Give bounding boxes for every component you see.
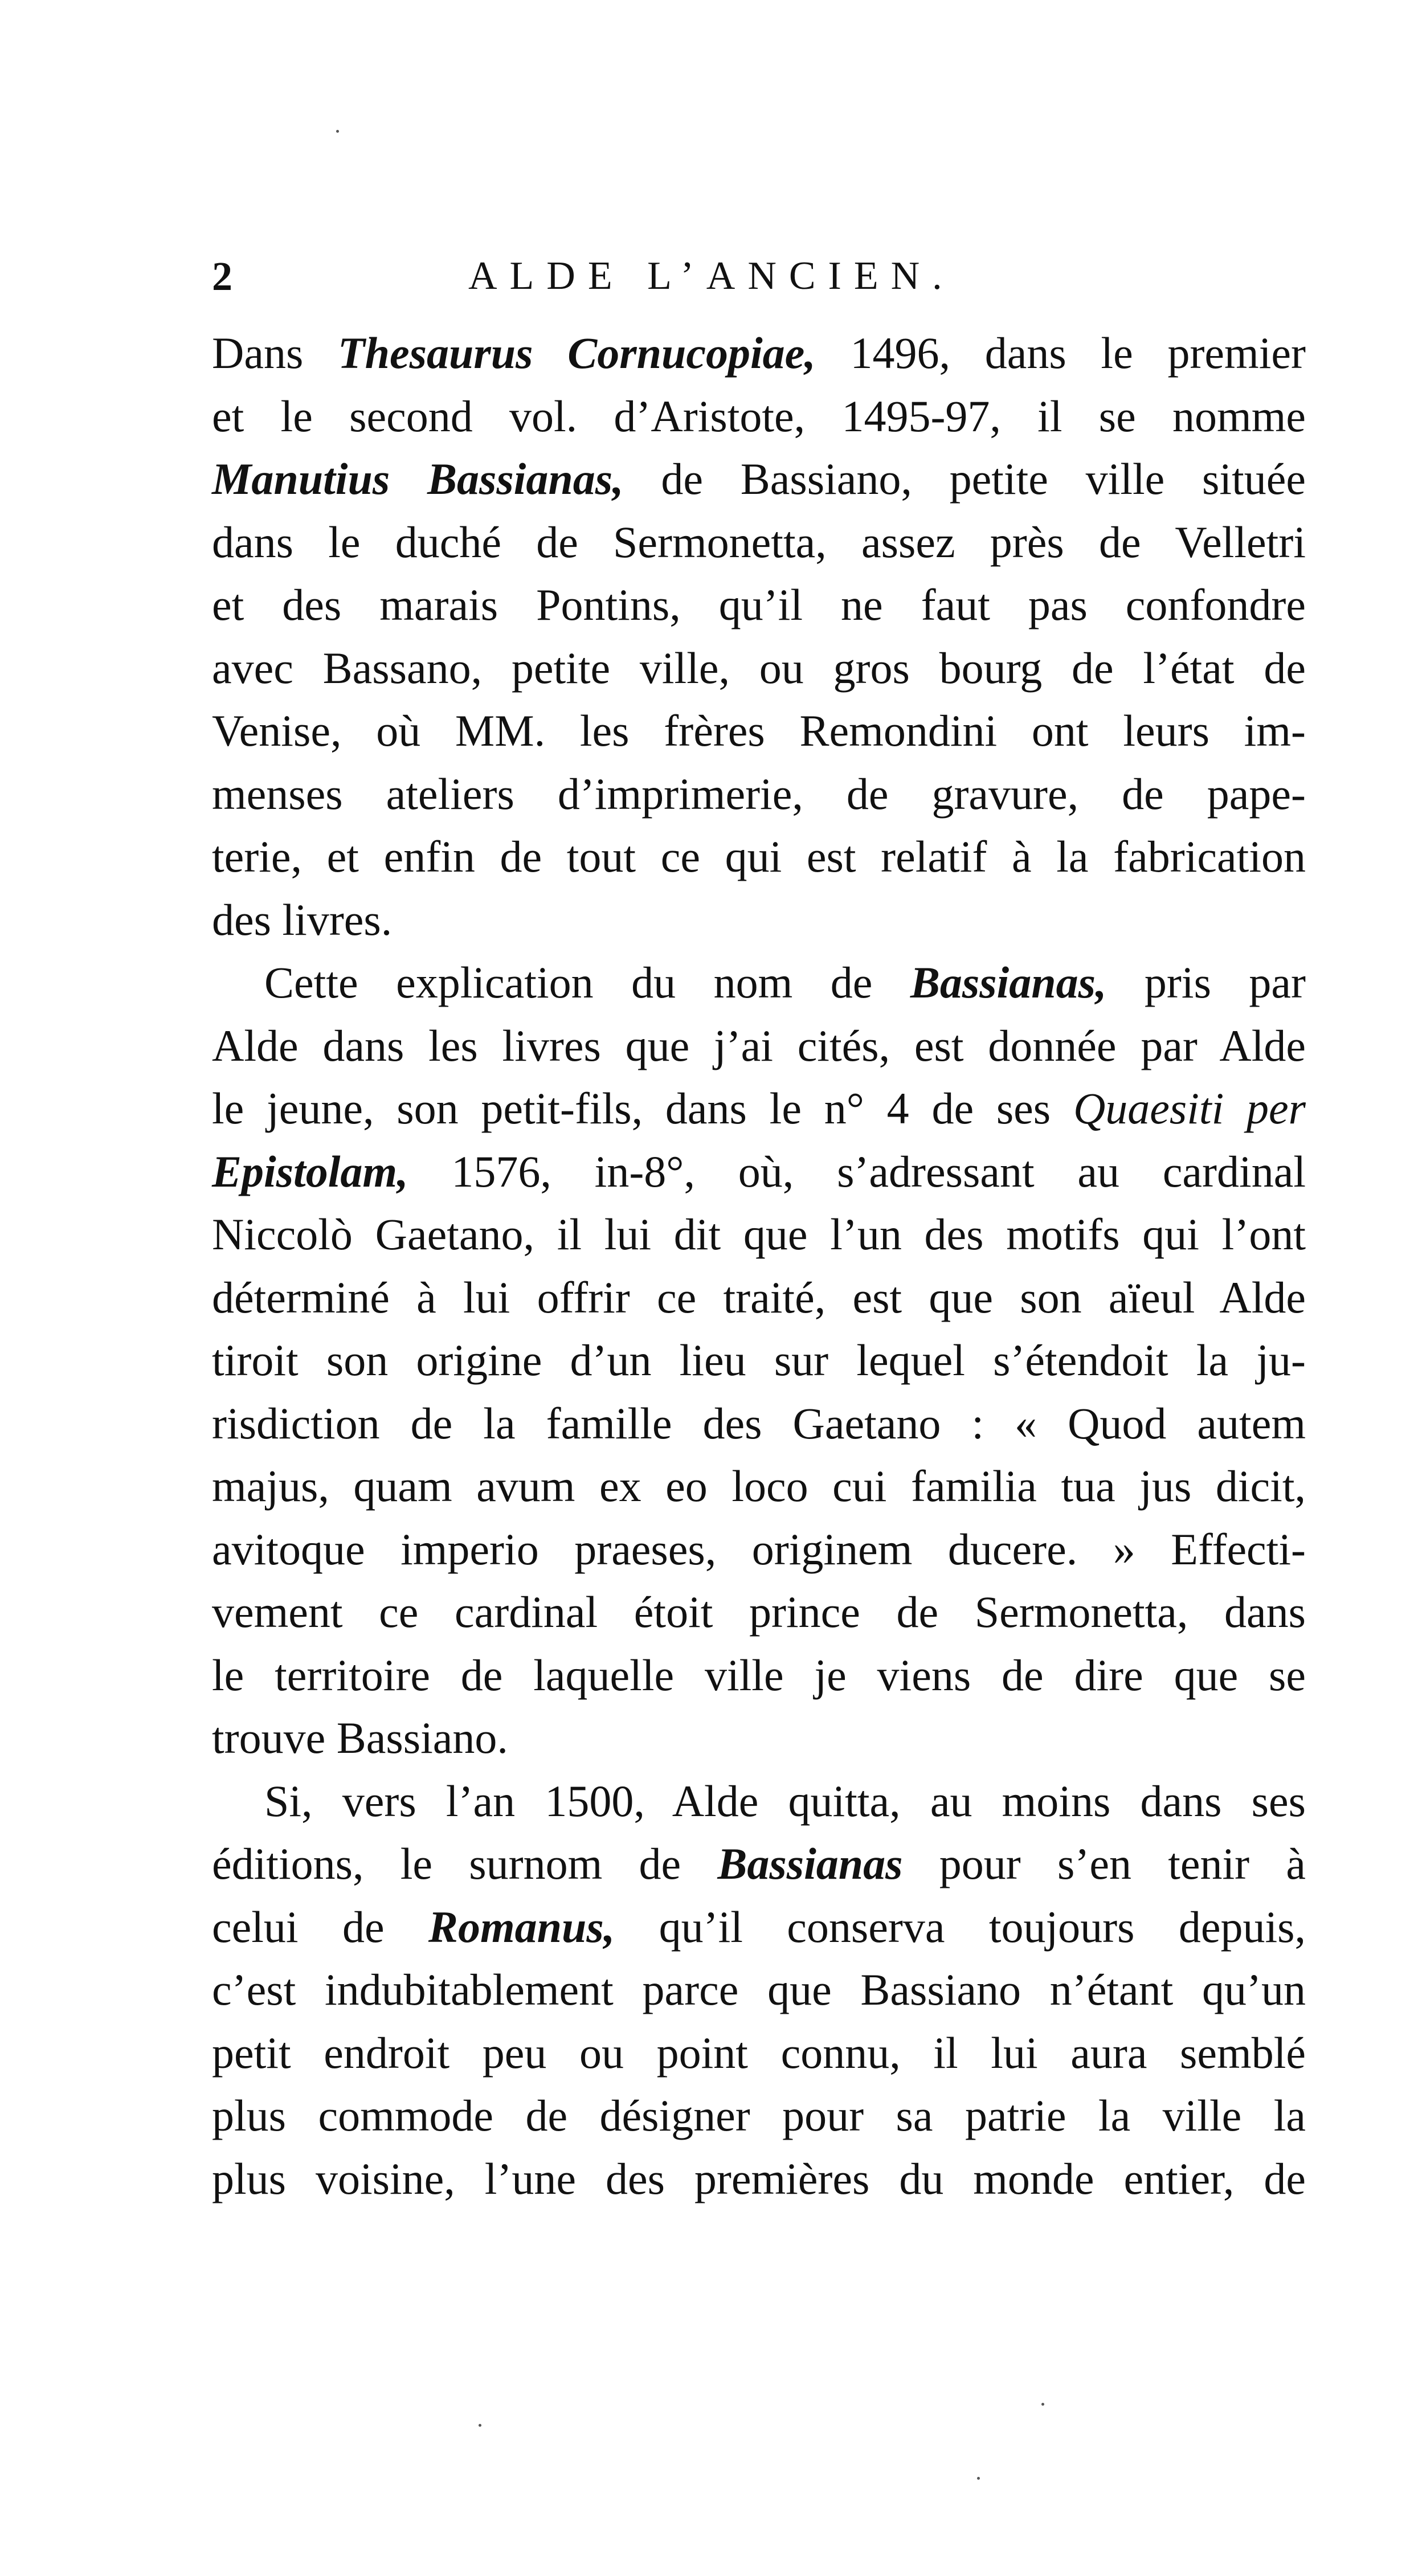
scan-speck [479, 2424, 481, 2427]
text-line [212, 322, 1306, 385]
text-segment: majus, quam avum ex eo loco cui familia tua jus dicit, [212, 1461, 1306, 1511]
text-segment: pour s’en tenir à [902, 1839, 1306, 1888]
text-segment: Cette explication du nom de [264, 958, 910, 1007]
text-segment: déterminé à lui offrir ce traité, est que son aïeul Alde [212, 1272, 1306, 1322]
text-segment: Niccolò Gaetano, il lui dit que l’un des motifs qui l’ont [212, 1209, 1306, 1259]
text-segment: Dans [212, 328, 338, 378]
text-line [212, 2084, 1306, 2148]
text-line [212, 1455, 1306, 1518]
text-segment: dans le duché de Sermonetta, assez près de Velletri [212, 517, 1306, 567]
text-segment: Alde dans les livres que j’ai cités, est donnée par Alde [212, 1020, 1306, 1070]
emphasized-text: Romanus, [428, 1902, 615, 1952]
text-line [212, 1896, 1306, 1959]
text-line [212, 951, 1306, 1015]
text-segment: risdiction de la famille des Gaetano : « Quod autem [212, 1398, 1306, 1448]
text-line [212, 1077, 1306, 1140]
text-segment: c’est indubitablement parce que Bassiano n’étant qu’un [212, 1965, 1306, 2014]
emphasized-text: Quaesiti per [1073, 1083, 1306, 1133]
text-line [212, 385, 1306, 448]
text-segment: éditions, le surnom de [212, 1839, 718, 1888]
running-head: ALDE L’ANCIEN. [468, 254, 955, 298]
text-segment: pris par [1106, 958, 1306, 1007]
text-line [212, 1329, 1306, 1392]
scan-speck [977, 2477, 980, 2480]
scan-speck [336, 130, 339, 133]
text-segment: de Bassiano, petite ville située [623, 454, 1306, 504]
text-segment: vement ce cardinal étoit prince de Sermonetta, dans [212, 1587, 1306, 1637]
text-line [212, 1644, 1306, 1707]
text-line [212, 574, 1306, 637]
text-segment: plus commode de désigner pour sa patrie la ville la [212, 2091, 1306, 2140]
text-line [212, 1958, 1306, 2022]
text-segment: trouve Bassiano. [212, 1713, 508, 1763]
text-segment: petit endroit peu ou point connu, il lui aura semblé [212, 2027, 1306, 2078]
text-segment: 1496, dans le premier [815, 328, 1306, 378]
text-segment: celui de [212, 1902, 428, 1952]
page-number: 2 [212, 253, 232, 299]
text-segment: avec Bassano, petite ville, ou gros bourg de l’état de [212, 643, 1306, 693]
text-line [212, 1581, 1306, 1644]
scan-speck [1041, 2403, 1044, 2406]
text-line [212, 1833, 1306, 1896]
text-line [212, 448, 1306, 511]
text-line [212, 2148, 1306, 2211]
text-segment: terie, et enfin de tout ce qui est relatif à la fabrication [212, 832, 1306, 881]
text-segment: plus voisine, l’une des premières du monde entier, de [212, 2153, 1306, 2203]
text-segment: Venise, où MM. les frères Remondini ont leurs im- [212, 706, 1306, 755]
emphasized-text: Epistolam, [212, 1146, 408, 1196]
body-text [212, 322, 1306, 2210]
text-segment: 1576, in-8°, où, s’adressant au cardinal [408, 1146, 1306, 1196]
text-line [212, 511, 1306, 574]
text-line [212, 763, 1306, 826]
text-line [212, 1140, 1306, 1204]
text-line [212, 700, 1306, 763]
text-segment: le jeune, son petit-fils, dans le n° 4 de ses [212, 1083, 1073, 1133]
page-header [212, 251, 1306, 302]
text-line [212, 2022, 1306, 2085]
emphasized-text: Thesaurus Cornucopiae, [338, 328, 816, 378]
text-segment: des livres. [212, 894, 393, 944]
text-segment: et le second vol. d’Aristote, 1495-97, il se nomme [212, 391, 1306, 441]
text-line [212, 1392, 1306, 1455]
emphasized-text: Bassianas, [910, 958, 1107, 1007]
emphasized-text: Bassianas [717, 1839, 903, 1888]
text-line [212, 825, 1306, 889]
text-line [212, 1203, 1306, 1266]
text-line [212, 1266, 1306, 1330]
text-line [212, 1518, 1306, 1581]
text-line [212, 637, 1306, 700]
emphasized-text: Manutius Bassianas, [212, 454, 624, 504]
text-line [212, 1015, 1306, 1078]
text-segment: et des marais Pontins, qu’il ne faut pas confondre [212, 580, 1306, 629]
text-segment: qu’il conserva toujours depuis, [615, 1902, 1306, 1952]
text-line [212, 889, 1306, 952]
text-segment: tiroit son origine d’un lieu sur lequel s’étendoit la ju- [212, 1335, 1306, 1385]
text-segment: Si, vers l’an 1500, Alde quitta, au moins dans ses [264, 1776, 1306, 1826]
text-segment: le territoire de laquelle ville je viens de dire que se [212, 1650, 1306, 1700]
text-segment: menses ateliers d’imprimerie, de gravure, de pape- [212, 768, 1306, 819]
text-line [212, 1770, 1306, 1833]
text-segment: avitoque imperio praeses, originem ducere. » Effecti- [212, 1524, 1306, 1574]
text-line [212, 1707, 1306, 1770]
